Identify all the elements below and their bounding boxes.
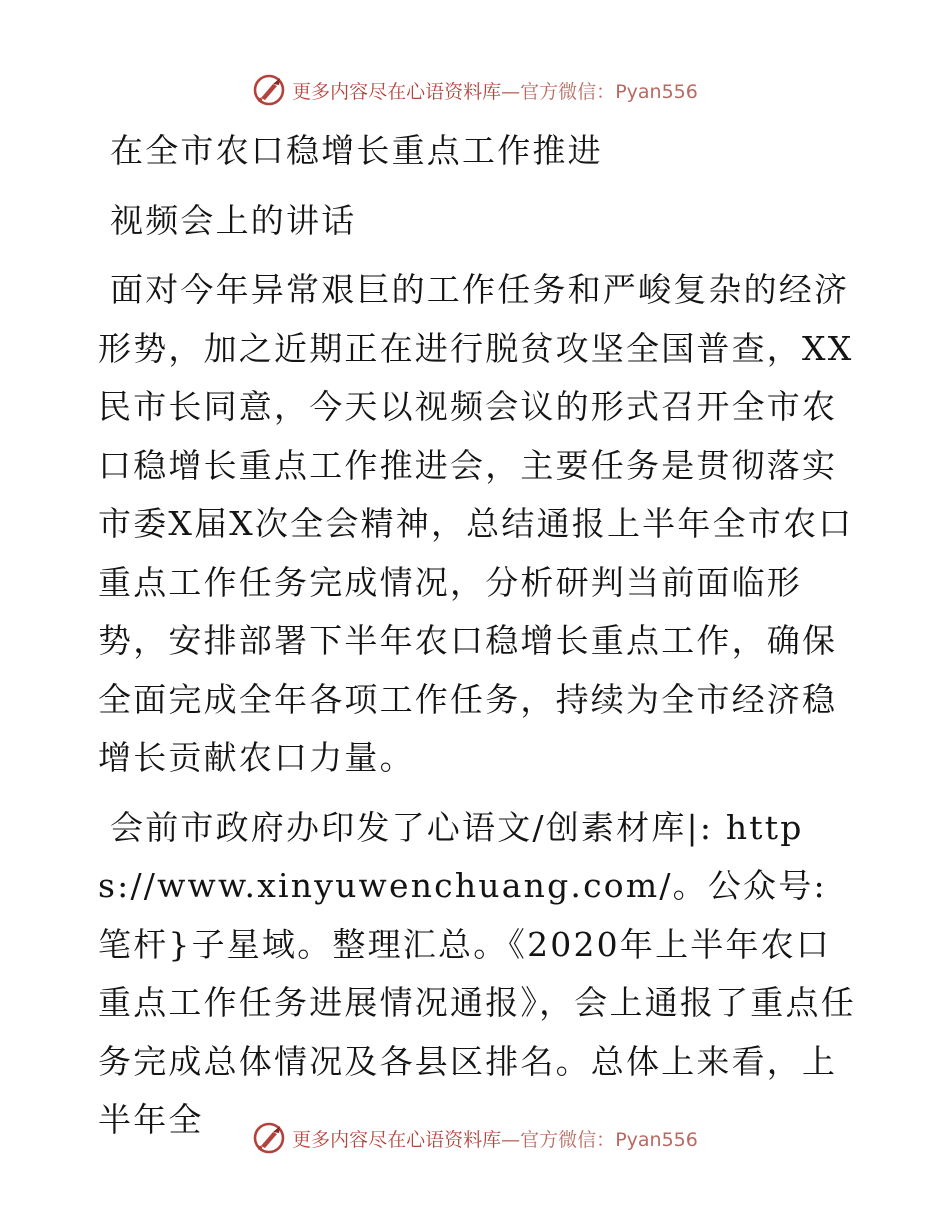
banner-contact-label: 官方微信：	[520, 1128, 616, 1151]
banner-contact-id: Pyan556	[615, 80, 698, 103]
quill-pen-logo-icon	[252, 1121, 286, 1155]
body-paragraph-1: 面对今年异常艰巨的工作任务和严峻复杂的经济形势，加之近期正在进行脱贫攻坚全国普查，XX民市长同意，今天以视频会议的形式召开全市农口稳增长重点工作推进会，主要任务是贯彻落实市委X届X次全会精神，总结通报上半年全市农口重点工作任务完成情况，分析研判当前面临形势，安排部署下半年农口稳增长重点工作，确保全面完成全年各项工作任务，持续为全市经济稳增长贡献农口力量。	[98, 270, 854, 777]
banner-contact-label: 官方微信：	[520, 80, 616, 103]
banner-text	[292, 77, 698, 104]
banner-contact-id: Pyan556	[615, 1128, 698, 1151]
document-body	[98, 122, 858, 1161]
title-line-2: 视频会上的讲话	[110, 200, 357, 240]
banner-separator: —	[501, 1128, 521, 1151]
body-paragraph-2: 会前市政府办印发了心语文/创素材库|: https://www.xinyuwenchuang.com/。公众号: 笔杆}子星域。整理汇总。《2020年上半年农口重点工作任务进展情况通报》，会上通报了重点任务完成总体情况及各县区排名。总体上来看，上半年全	[98, 807, 856, 1139]
banner-separator: —	[501, 80, 521, 103]
footer-banner	[0, 1118, 950, 1158]
title-line-1: 在全市农口稳增长重点工作推进	[110, 131, 603, 170]
quill-pen-logo-icon	[252, 73, 286, 107]
banner-brand-text: 更多内容尽在心语资料库	[292, 1128, 502, 1151]
banner-text	[292, 1125, 698, 1152]
banner-brand-text: 更多内容尽在心语资料库	[292, 80, 502, 103]
header-banner	[0, 70, 950, 110]
